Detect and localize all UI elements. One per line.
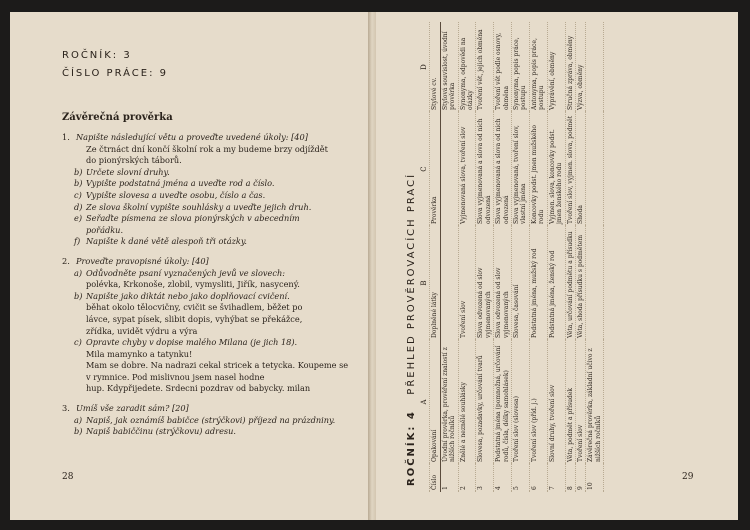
table-row xyxy=(440,22,458,492)
exercise-2-letter: Mila mamynko a tatynku! xyxy=(86,348,193,359)
section-title: Závěrečná prověrka xyxy=(62,112,173,123)
table-cell: 2 xyxy=(458,464,476,492)
table-row xyxy=(476,22,494,492)
exercise-2-dictation: běhat okolo tělocvičny, cvičit se švihadlem, běžet po xyxy=(86,302,303,313)
exercise-1-sentence: do pionýrských táborů. xyxy=(86,155,182,166)
exercise-2-task-c: c) Opravte chyby v dopise malého Milana (je jich 18). xyxy=(74,337,298,348)
table-title: PŘEHLED PROVĚROVACÍCH PRACÍ xyxy=(406,172,417,395)
table-row xyxy=(494,22,512,492)
table-cell: Stručná zpráva, obměny xyxy=(565,22,575,112)
overview-table xyxy=(420,22,604,492)
task-item: b) Vypište podstatná jména a uveďte rod a číslo. xyxy=(74,178,275,189)
left-page xyxy=(10,12,372,520)
task-item: b) Určete slovní druhy. xyxy=(74,166,170,177)
table-cell: 10 xyxy=(586,464,604,492)
table-cell: 4 xyxy=(494,464,512,492)
col-number: Číslo xyxy=(430,464,440,492)
table-cell: Vyjmen. slova, koncovky podst. jmen ženského rodu xyxy=(547,112,565,226)
table-cell: 3 xyxy=(476,464,494,492)
exercise-2-heading: 2. Proveďte pravopisné úkoly: [40] xyxy=(62,255,209,266)
table-cell: Tvoření vět, jejich obměna xyxy=(476,22,494,112)
exercise-1-sentence: Ze čtrnáct dní končí školní rok a my budeme brzy odjíždět xyxy=(86,143,328,154)
table-cell xyxy=(586,112,604,226)
table-cell: Podstatná jména, ženský rod xyxy=(547,226,565,340)
exercise-2-letter: hup. Kdypřijedete. Srdecni pozdrav od babycky. milan xyxy=(86,383,311,394)
table-cell: Slova odvozená od slov vyjmenovaných xyxy=(476,226,494,340)
table-cell: Tvoření slov xyxy=(458,226,476,340)
table-cell: Tvoření slov xyxy=(575,340,585,464)
exercise-2-dictation: zřídka, uvidět výdru a výra xyxy=(86,325,198,336)
table-cell: 7 xyxy=(547,464,565,492)
table-cell: Shoda xyxy=(575,112,585,226)
table-row xyxy=(575,22,585,492)
table-cell: Stylová souvislost, úvodní prověrka xyxy=(440,22,458,112)
table-header-row xyxy=(430,22,440,492)
exercise-3-heading: 3. Umíš vše zaradit sám? [20] xyxy=(62,403,189,414)
table-cell: Tvoření slov (příd. j.) xyxy=(529,340,547,464)
page-number: 29 xyxy=(682,472,694,482)
table-cell xyxy=(586,22,604,112)
task-item: c) Vypište slovesa a uveďte osobu, číslo a čas. xyxy=(74,189,266,200)
task-item: e) Seřaďte písmena ze slova pionýrských v abecedním xyxy=(74,213,300,224)
grade-header: ROČNÍK: 3 xyxy=(62,50,132,61)
table-cell: 9 xyxy=(575,464,585,492)
exercise-2-task-b: b) Napište jako diktát nebo jako doplňovací cvičení. xyxy=(74,290,290,301)
table-cell: Vyprávění, obměny xyxy=(547,22,565,112)
table-cell: Slova vyjmenovaná a slova od nich odvozená xyxy=(476,112,494,226)
table-cell xyxy=(440,226,458,340)
col-review: Opakování xyxy=(430,340,440,464)
exercise-1-heading: 1. Napište následující větu a proveďte uvedené úkoly: [40] xyxy=(62,132,308,142)
column-letters: A B C D xyxy=(420,22,430,492)
table-cell: 6 xyxy=(529,464,547,492)
table-row xyxy=(529,22,547,492)
table-row xyxy=(547,22,565,492)
table-row xyxy=(458,22,476,492)
task-item: pořádku. xyxy=(86,224,124,235)
work-number-header: ČÍSLO PRÁCE: 9 xyxy=(62,68,168,79)
page-number: 28 xyxy=(62,472,74,482)
table-cell: Synonyma, odpovědi na otázky xyxy=(458,22,476,112)
col-test: Prověrka xyxy=(430,112,440,226)
exercise-2-words: polévka, Krkonoše, zlobil, vymysliti, Jiřík, nasycený. xyxy=(86,279,300,290)
table-row xyxy=(586,22,604,492)
table-cell: Věta, podmět a přísudek xyxy=(565,340,575,464)
exercise-body xyxy=(62,132,352,438)
table-cell: Slova odvozená od slov vyjmenovaných xyxy=(494,226,512,340)
table-cell: Závěrečná prověrka, základní učivo z nižších ročníků xyxy=(586,340,604,464)
table-cell: Slovesa, časování xyxy=(512,226,530,340)
table-cell: Tvoření slov (slovesa) xyxy=(512,340,530,464)
task-item: f) Napište k dané větě alespoň tři otázky. xyxy=(74,236,247,247)
table-cell: 1 xyxy=(440,464,458,492)
table-body xyxy=(440,22,603,492)
table-cell: 5 xyxy=(512,464,530,492)
table-cell: Úvodní prověrka, prověření znalostí z nižších ročníků xyxy=(440,340,458,464)
table-row xyxy=(565,22,575,492)
rotated-table-page xyxy=(376,12,738,520)
task-item: d) Ze slova školní vypište souhlásky a uveďte jejich druh. xyxy=(74,201,312,212)
right-page xyxy=(376,12,738,520)
table-cell: Vyjmenovaná slova, tvoření slov xyxy=(458,112,476,226)
table-cell: Antonyma, popis práce, postupu xyxy=(529,22,547,112)
table-cell: Podstatná jména (pomnožná, určování rodů, čísla, délky samohlásek) xyxy=(494,340,512,464)
table-cell xyxy=(586,226,604,340)
table-cell: Znělé a neznělé souhlásky xyxy=(458,340,476,464)
col-style: Stylové cv. xyxy=(430,22,440,112)
exercise-1-tasks xyxy=(62,167,352,248)
table-cell: Koncovky podst. jmen mužského rodu xyxy=(529,112,547,226)
table-cell: Synonyma, popis práce, postupu xyxy=(512,22,530,112)
table-cell: Podstatná jména, mužský rod xyxy=(529,226,547,340)
table-cell: Tvoření vět podle osnovy, obměna xyxy=(494,22,512,112)
exercise-2-dictation: lávce, sypat písek, slibit dopis, vyhýbat se překážce, xyxy=(86,313,303,324)
task-item: a) Napiš, jak oznámíš babičce (strýčkovi) příjezd na prázdniny. xyxy=(74,414,336,425)
exercise-2-letter: Mam se dobre. Na nadrazi cekal stricek a tetycka. Koupeme se v rymnice. Pod mislivnou jsem nasel hodne xyxy=(86,360,349,382)
table-cell xyxy=(440,112,458,226)
exercise-2-task-a: a) Odůvodněte psaní vyznačených jevů ve slovech: xyxy=(74,267,286,278)
table-cell: Tvoření slov, vyjmen. slova, podmět xyxy=(565,112,575,226)
table-cell: Slova vyjmenovaná a slova od nich odvozená xyxy=(494,112,512,226)
table-cell: Věta, shoda přísudku s podmětem xyxy=(575,226,585,340)
table-cell: Výzva, obměny xyxy=(575,22,585,112)
table-cell: 8 xyxy=(565,464,575,492)
table-cell: Slova vyjmenovaná, tvoření slov, vlastní jména xyxy=(512,112,530,226)
table-cell: Slovní druhy, tvoření slov xyxy=(547,340,565,464)
table-cell: Slovesa, pozadavky, určování tvarů xyxy=(476,340,494,464)
exercise-3-tasks xyxy=(62,415,352,438)
col-supplementary: Doplněné látky xyxy=(430,226,440,340)
grade-header: ROČNÍK: 4 PŘEHLED PROVĚROVACÍCH PRACÍ xyxy=(406,172,417,486)
table-cell: Věta, určování podmětu a přísudku xyxy=(565,226,575,340)
task-item: b) Napiš babiččinu (strýčkovu) adresu. xyxy=(74,426,236,437)
table-row xyxy=(512,22,530,492)
